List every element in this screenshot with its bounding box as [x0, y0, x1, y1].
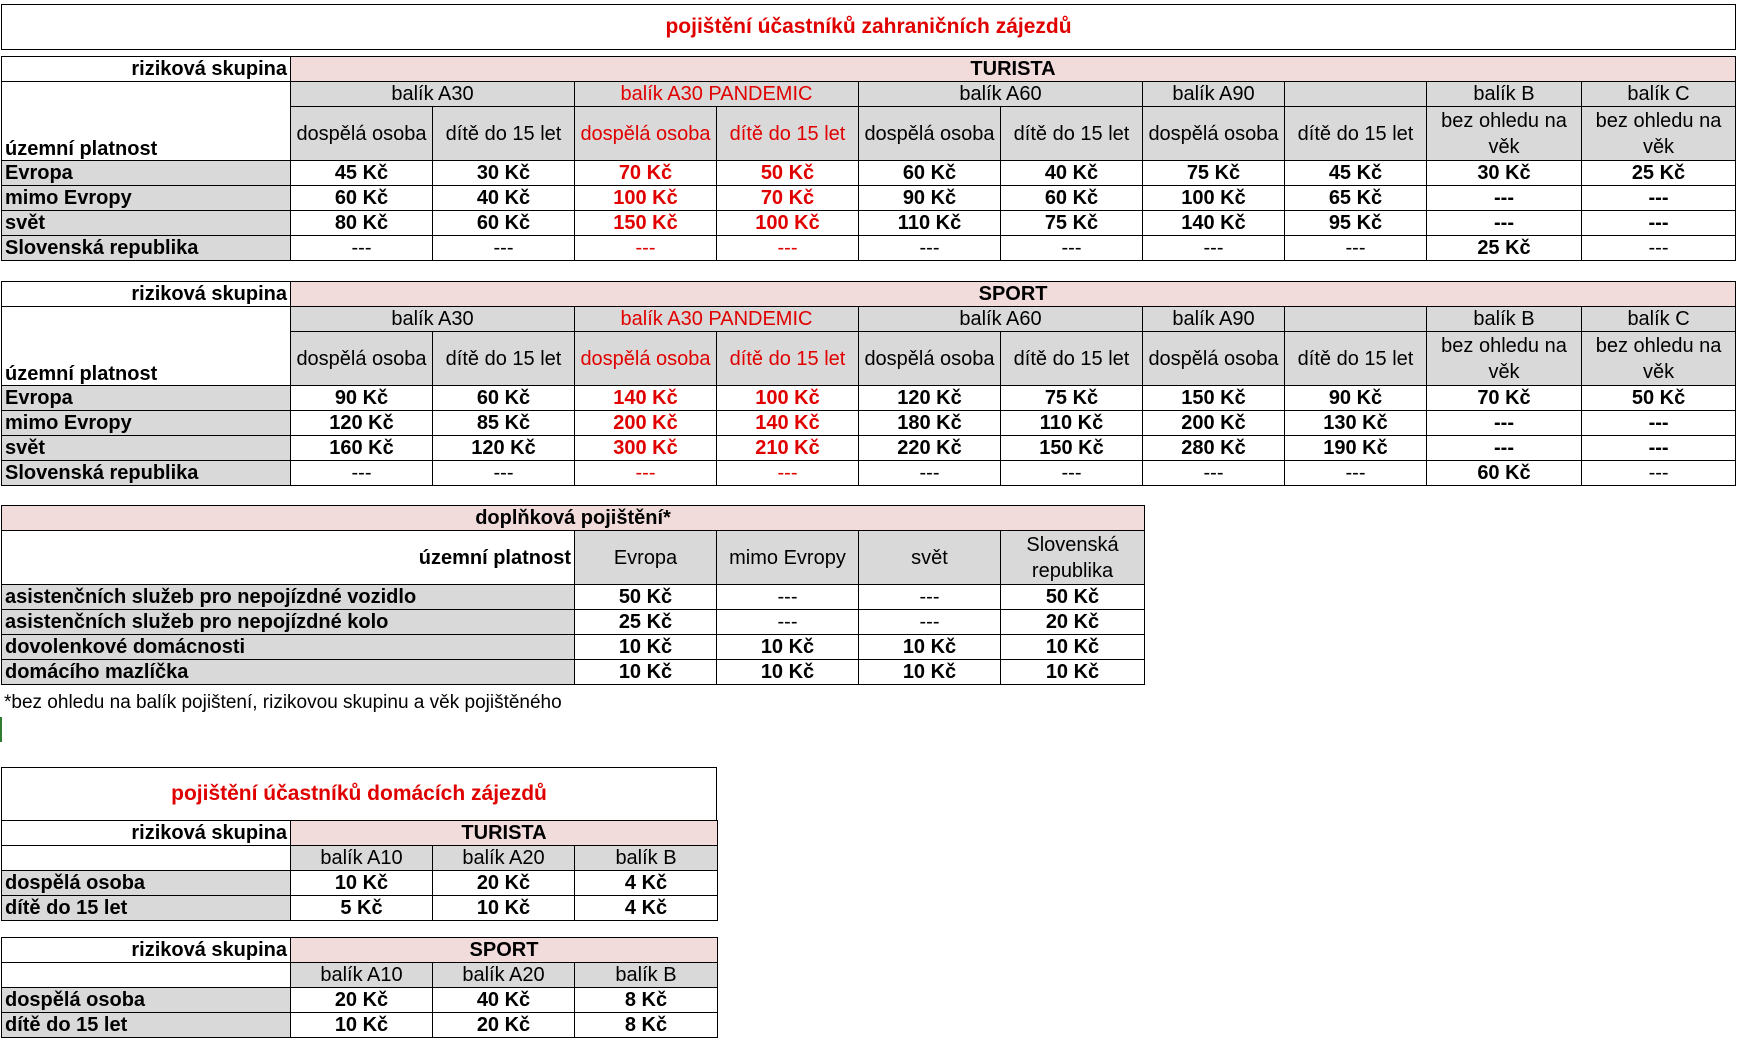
price-cell: 95 Kč — [1285, 211, 1427, 236]
table-row — [2, 211, 1736, 236]
row-label: dospělá osoba — [2, 988, 291, 1013]
column-header: Evropa — [575, 531, 717, 585]
package-a90: balík A90 — [1143, 307, 1285, 332]
price-cell: 150 Kč — [575, 211, 717, 236]
price-cell: 300 Kč — [575, 436, 717, 461]
package-c: balík C — [1582, 82, 1736, 107]
price-cell: 140 Kč — [717, 411, 859, 436]
price-cell: 110 Kč — [1001, 411, 1143, 436]
age-adult: dospělá osoba — [575, 107, 717, 161]
price-cell: 20 Kč — [1001, 610, 1145, 635]
price-cell: 40 Kč — [433, 988, 575, 1013]
price-cell: --- — [717, 461, 859, 486]
table-row — [2, 461, 1736, 486]
row-label: asistenčních služeb pro nepojízdné kolo — [2, 610, 575, 635]
row-label: Slovenská republika — [2, 461, 291, 486]
cell-marker — [0, 717, 2, 742]
price-cell: 70 Kč — [717, 186, 859, 211]
package-b: balík B — [1427, 307, 1582, 332]
price-cell: --- — [291, 236, 433, 261]
price-cell: 120 Kč — [859, 386, 1001, 411]
price-cell: 160 Kč — [291, 436, 433, 461]
price-cell: 4 Kč — [575, 896, 718, 921]
table-row — [2, 660, 1145, 685]
price-cell: 280 Kč — [1143, 436, 1285, 461]
price-cell: 60 Kč — [1427, 461, 1582, 486]
price-cell: 130 Kč — [1285, 411, 1427, 436]
package-c: balík C — [1582, 307, 1736, 332]
column-header: svět — [859, 531, 1001, 585]
price-cell: 45 Kč — [291, 161, 433, 186]
price-cell: 200 Kč — [575, 411, 717, 436]
age-child: dítě do 15 let — [717, 332, 859, 386]
row-label: Evropa — [2, 161, 291, 186]
price-cell: --- — [575, 236, 717, 261]
package-header: balík A10 — [291, 846, 433, 871]
price-cell: --- — [1582, 461, 1736, 486]
risk-group-label: riziková skupina — [2, 938, 291, 963]
price-cell: 45 Kč — [1285, 161, 1427, 186]
row-label: Evropa — [2, 386, 291, 411]
package-header: balík A10 — [291, 963, 433, 988]
price-cell: 200 Kč — [1143, 411, 1285, 436]
package-header: balík B — [575, 963, 718, 988]
domestic-sport-table — [1, 937, 718, 1038]
price-cell: 50 Kč — [717, 161, 859, 186]
age-child: dítě do 15 let — [1285, 332, 1427, 386]
price-cell: 190 Kč — [1285, 436, 1427, 461]
price-cell: 8 Kč — [575, 988, 718, 1013]
price-cell: 120 Kč — [291, 411, 433, 436]
package-a30-pandemic: balík A30 PANDEMIC — [575, 82, 859, 107]
price-cell: 10 Kč — [859, 660, 1001, 685]
price-cell: 10 Kč — [859, 635, 1001, 660]
age-adult: dospělá osoba — [1143, 107, 1285, 161]
price-cell: 80 Kč — [291, 211, 433, 236]
group-name: SPORT — [291, 938, 718, 963]
price-cell: 10 Kč — [717, 635, 859, 660]
price-cell: 40 Kč — [1001, 161, 1143, 186]
price-cell: 20 Kč — [291, 988, 433, 1013]
price-cell: 50 Kč — [575, 585, 717, 610]
age-adult: dospělá osoba — [575, 332, 717, 386]
price-cell: --- — [859, 236, 1001, 261]
territory-label: územní platnost — [2, 531, 575, 585]
extra-table — [1, 505, 1145, 685]
table-row — [2, 896, 718, 921]
price-cell: 180 Kč — [859, 411, 1001, 436]
table-row — [2, 236, 1736, 261]
price-cell: --- — [859, 585, 1001, 610]
price-cell: 8 Kč — [575, 1013, 718, 1038]
row-label: mimo Evropy — [2, 411, 291, 436]
age-any: bez ohledu na věk — [1582, 332, 1736, 386]
price-cell: 25 Kč — [1427, 236, 1582, 261]
price-cell: 210 Kč — [717, 436, 859, 461]
territory-label: územní platnost — [2, 307, 291, 386]
price-cell: --- — [1427, 436, 1582, 461]
price-cell: --- — [1001, 236, 1143, 261]
price-cell: 10 Kč — [575, 660, 717, 685]
package-a30-pandemic: balík A30 PANDEMIC — [575, 307, 859, 332]
extra-title: doplňková pojištění* — [2, 506, 1145, 531]
table-row — [2, 1013, 718, 1038]
price-cell: --- — [1582, 411, 1736, 436]
price-cell: --- — [717, 236, 859, 261]
blank-cell — [2, 846, 291, 871]
price-cell: 110 Kč — [859, 211, 1001, 236]
table-row — [2, 988, 718, 1013]
price-cell: 4 Kč — [575, 871, 718, 896]
row-label: dospělá osoba — [2, 871, 291, 896]
price-cell: 40 Kč — [433, 186, 575, 211]
price-cell: 5 Kč — [291, 896, 433, 921]
price-cell: 70 Kč — [575, 161, 717, 186]
row-label: asistenčních služeb pro nepojízdné vozidlo — [2, 585, 575, 610]
price-cell: --- — [1582, 236, 1736, 261]
price-cell: 220 Kč — [859, 436, 1001, 461]
package-a30: balík A30 — [291, 82, 575, 107]
price-cell: 10 Kč — [433, 896, 575, 921]
package-header: balík A20 — [433, 846, 575, 871]
price-cell: 75 Kč — [1001, 386, 1143, 411]
price-cell: 60 Kč — [433, 386, 575, 411]
table-row — [2, 610, 1145, 635]
price-cell: --- — [1285, 461, 1427, 486]
age-child: dítě do 15 let — [1285, 107, 1427, 161]
age-adult: dospělá osoba — [859, 332, 1001, 386]
price-cell: 30 Kč — [433, 161, 575, 186]
price-cell: 100 Kč — [717, 386, 859, 411]
table-row — [2, 436, 1736, 461]
row-label: dítě do 15 let — [2, 896, 291, 921]
price-cell: 75 Kč — [1001, 211, 1143, 236]
price-cell: 50 Kč — [1582, 386, 1736, 411]
age-any: bez ohledu na věk — [1427, 107, 1582, 161]
price-cell: --- — [717, 585, 859, 610]
age-child: dítě do 15 let — [1001, 332, 1143, 386]
price-cell: 120 Kč — [433, 436, 575, 461]
price-cell: 60 Kč — [1001, 186, 1143, 211]
row-label: domácího mazlíčka — [2, 660, 575, 685]
price-cell: 30 Kč — [1427, 161, 1582, 186]
package-a60: balík A60 — [859, 82, 1143, 107]
age-adult: dospělá osoba — [291, 332, 433, 386]
package-blank — [1285, 307, 1427, 332]
price-cell: 140 Kč — [575, 386, 717, 411]
package-header: balík B — [575, 846, 718, 871]
age-child: dítě do 15 let — [1001, 107, 1143, 161]
price-cell: --- — [1582, 436, 1736, 461]
risk-group-label: riziková skupina — [2, 57, 291, 82]
price-cell: 75 Kč — [1143, 161, 1285, 186]
price-cell: --- — [859, 461, 1001, 486]
row-label: dítě do 15 let — [2, 1013, 291, 1038]
price-cell: --- — [575, 461, 717, 486]
price-cell: --- — [1582, 186, 1736, 211]
territory-label: územní platnost — [2, 82, 291, 161]
column-header: Slovenská republika — [1001, 531, 1145, 585]
price-cell: 140 Kč — [1143, 211, 1285, 236]
price-cell: 60 Kč — [433, 211, 575, 236]
price-cell: 100 Kč — [575, 186, 717, 211]
intl-turista-table — [1, 56, 1736, 261]
row-label: svět — [2, 211, 291, 236]
footnote: *bez ohledu na balík pojištení, rizikovou skupinu a věk pojištěného — [4, 692, 562, 713]
price-cell: 20 Kč — [433, 1013, 575, 1038]
price-cell: --- — [859, 610, 1001, 635]
table-row — [2, 411, 1736, 436]
row-label: dovolenkové domácnosti — [2, 635, 575, 660]
price-cell: --- — [1143, 236, 1285, 261]
row-label: svět — [2, 436, 291, 461]
price-cell: 10 Kč — [717, 660, 859, 685]
column-header: mimo Evropy — [717, 531, 859, 585]
package-a30: balík A30 — [291, 307, 575, 332]
price-cell: --- — [433, 461, 575, 486]
package-header: balík A20 — [433, 963, 575, 988]
risk-group-label: riziková skupina — [2, 282, 291, 307]
price-cell: 60 Kč — [291, 186, 433, 211]
price-cell: --- — [1285, 236, 1427, 261]
group-name: TURISTA — [291, 57, 1736, 82]
age-child: dítě do 15 let — [433, 332, 575, 386]
table-row — [2, 871, 718, 896]
row-label: mimo Evropy — [2, 186, 291, 211]
age-any: bez ohledu na věk — [1582, 107, 1736, 161]
price-cell: --- — [1427, 411, 1582, 436]
domestic-turista-table — [1, 820, 718, 921]
price-cell: 10 Kč — [1001, 635, 1145, 660]
price-cell: --- — [291, 461, 433, 486]
table-row — [2, 585, 1145, 610]
age-any: bez ohledu na věk — [1427, 332, 1582, 386]
price-cell: --- — [717, 610, 859, 635]
price-cell: 90 Kč — [1285, 386, 1427, 411]
price-cell: 20 Kč — [433, 871, 575, 896]
age-adult: dospělá osoba — [291, 107, 433, 161]
price-cell: --- — [1143, 461, 1285, 486]
price-cell: 90 Kč — [859, 186, 1001, 211]
price-cell: 50 Kč — [1001, 585, 1145, 610]
price-cell: 150 Kč — [1001, 436, 1143, 461]
package-b: balík B — [1427, 82, 1582, 107]
price-cell: --- — [1582, 211, 1736, 236]
price-cell: 65 Kč — [1285, 186, 1427, 211]
price-cell: --- — [1427, 186, 1582, 211]
row-label: Slovenská republika — [2, 236, 291, 261]
group-name: SPORT — [291, 282, 1736, 307]
table-row — [2, 635, 1145, 660]
domestic-title: pojištění účastníků domácích zájezdů — [1, 767, 717, 821]
price-cell: 25 Kč — [1582, 161, 1736, 186]
age-child: dítě do 15 let — [433, 107, 575, 161]
age-adult: dospělá osoba — [859, 107, 1001, 161]
price-cell: 100 Kč — [717, 211, 859, 236]
package-a90: balík A90 — [1143, 82, 1285, 107]
intl-sport-table — [1, 281, 1736, 486]
price-cell: 90 Kč — [291, 386, 433, 411]
table-row — [2, 386, 1736, 411]
age-adult: dospělá osoba — [1143, 332, 1285, 386]
group-name: TURISTA — [291, 821, 718, 846]
price-cell: --- — [1427, 211, 1582, 236]
price-cell: --- — [1001, 461, 1143, 486]
table-row — [2, 186, 1736, 211]
blank-cell — [2, 963, 291, 988]
price-cell: 85 Kč — [433, 411, 575, 436]
package-blank — [1285, 82, 1427, 107]
price-cell: 60 Kč — [859, 161, 1001, 186]
price-cell: 25 Kč — [575, 610, 717, 635]
age-child: dítě do 15 let — [717, 107, 859, 161]
price-cell: --- — [433, 236, 575, 261]
price-cell: 150 Kč — [1143, 386, 1285, 411]
intl-title: pojištění účastníků zahraničních zájezdů — [1, 4, 1736, 50]
price-cell: 10 Kč — [1001, 660, 1145, 685]
price-cell: 10 Kč — [291, 871, 433, 896]
price-cell: 70 Kč — [1427, 386, 1582, 411]
table-row — [2, 161, 1736, 186]
package-a60: balík A60 — [859, 307, 1143, 332]
risk-group-label: riziková skupina — [2, 821, 291, 846]
price-cell: 100 Kč — [1143, 186, 1285, 211]
price-cell: 10 Kč — [575, 635, 717, 660]
price-cell: 10 Kč — [291, 1013, 433, 1038]
